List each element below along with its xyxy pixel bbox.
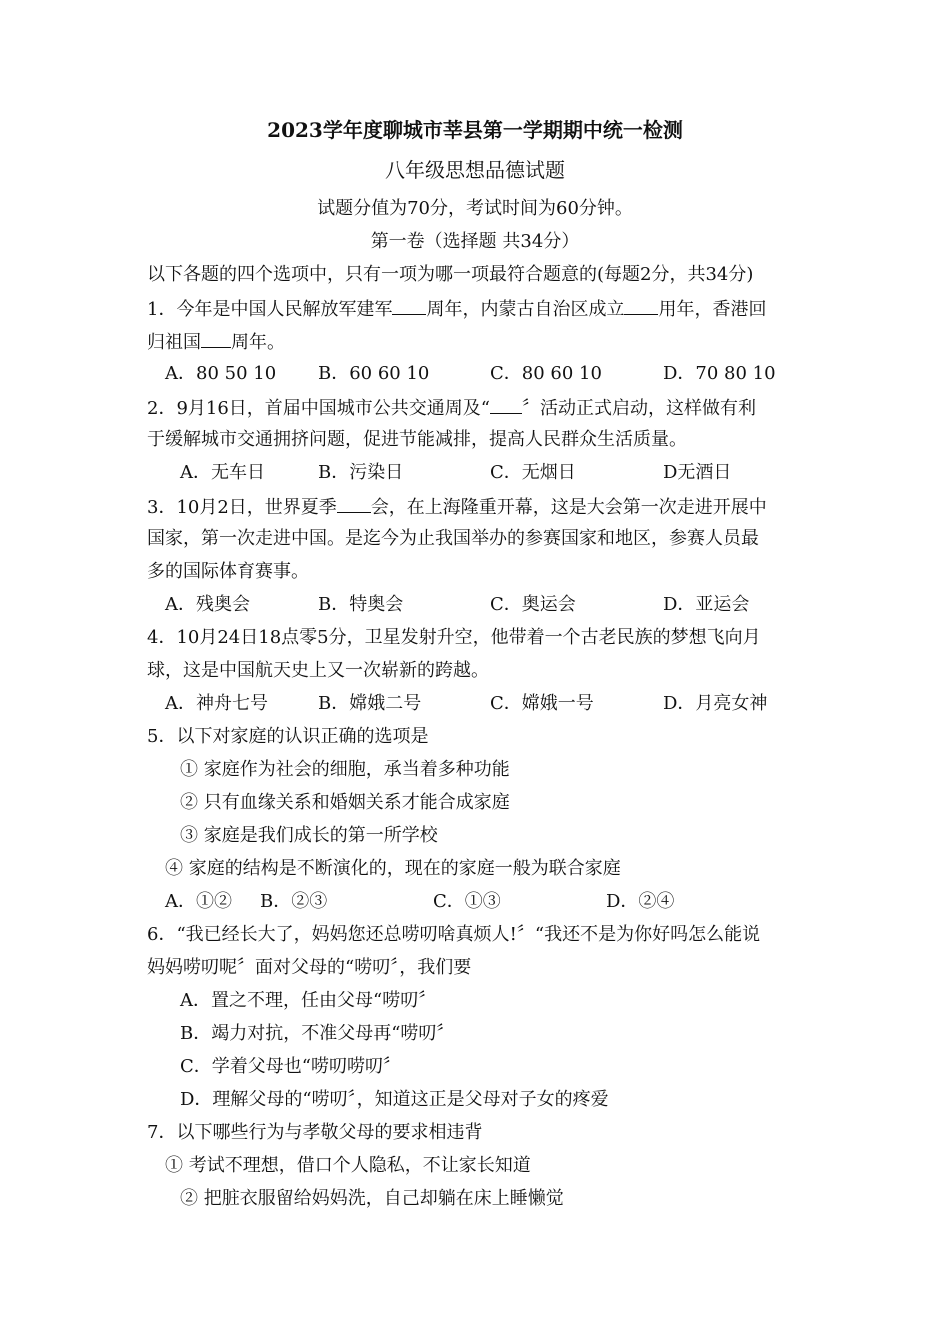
q5-item-4: ④ 家庭的结构是不断演化的，现在的家庭一般为联合家庭 xyxy=(165,858,621,879)
q3-option-b[interactable]: B．特奥会 xyxy=(318,594,404,615)
q5-option-d[interactable]: D．②④ xyxy=(606,891,675,912)
q2-option-b[interactable]: B．污染日 xyxy=(318,462,404,483)
q3-option-c[interactable]: C．奥运会 xyxy=(490,594,576,615)
exam-info: 试题分值为70分，考试时间为60分钟。 xyxy=(317,198,633,219)
q1-text-e: 周年。 xyxy=(231,332,285,353)
instructions: 以下各题的四个选项中，只有一项为哪一项最符合题意的(每题2分，共34分) xyxy=(147,264,754,285)
question-6-stem: 6．“我已经长大了，妈妈您还总唠叨啥真烦人!〞“我还不是为你好吗怎么能说 xyxy=(147,924,761,945)
question-7-stem: 7．以下哪些行为与孝敬父母的要求相违背 xyxy=(147,1122,483,1143)
exam-title: 2023学年度聊城市莘县第一学期期中统一检测 xyxy=(267,118,683,142)
q3-option-a[interactable]: A．残奥会 xyxy=(165,594,250,615)
q2-option-d[interactable]: D无酒日 xyxy=(663,462,732,483)
q2-blank xyxy=(490,395,522,414)
q2-text-b: 〞活动正式启动，这样做有利 xyxy=(522,398,757,419)
q3-text-a: 3．10月2日，世界夏季 xyxy=(147,497,337,518)
q5-option-b[interactable]: B．②③ xyxy=(260,891,328,912)
q5-option-c[interactable]: C．①③ xyxy=(433,891,501,912)
question-4-stem-line2: 球，这是中国航天史上又一次崭新的跨越。 xyxy=(147,660,489,681)
question-3-stem-line3: 多的国际体育赛事。 xyxy=(147,561,309,582)
q4-option-d[interactable]: D．月亮女神 xyxy=(663,693,768,714)
question-4-stem: 4．10月24日18点零5分，卫星发射升空，他带着一个古老民族的梦想飞向月 xyxy=(147,627,761,648)
q1-blank-3 xyxy=(201,329,231,348)
q1-text-c: 用年，香港回 xyxy=(658,299,767,320)
section-heading: 第一卷（选择题 共34分） xyxy=(370,231,580,252)
q5-item-2: ② 只有血缘关系和婚姻关系才能合成家庭 xyxy=(180,792,510,813)
question-1-options xyxy=(0,362,950,386)
q1-text-b: 周年，内蒙古自治区成立 xyxy=(426,299,625,320)
q3-text-b: 会，在上海隆重开幕，这是大会第一次走进开展中 xyxy=(370,497,767,518)
q4-option-a[interactable]: A．神舟七号 xyxy=(165,693,268,714)
q5-item-3: ③ 家庭是我们成长的第一所学校 xyxy=(180,825,438,846)
q6-option-c[interactable]: C．学着父母也“唠叨唠叨〞 xyxy=(180,1056,401,1077)
q4-option-b[interactable]: B．嫦娥二号 xyxy=(318,693,422,714)
question-3-stem-line2: 国家，第一次走进中国。是迄今为止我国举办的参赛国家和地区，参赛人员最 xyxy=(147,528,759,549)
q1-option-c[interactable]: C．80 60 10 xyxy=(490,363,602,384)
question-1-stem-line2 xyxy=(147,329,285,353)
question-3-options xyxy=(0,593,950,617)
question-2-stem-line2: 于缓解城市交通拥挤问题，促进节能减排，提高人民群众生活质量。 xyxy=(147,429,687,450)
q7-item-1: ① 考试不理想，借口个人隐私，不让家长知道 xyxy=(165,1155,531,1176)
q2-option-c[interactable]: C．无烟日 xyxy=(490,462,576,483)
q5-item-1: ① 家庭作为社会的细胞，承当着多种功能 xyxy=(180,759,510,780)
q6-option-a[interactable]: A．置之不理，任由父母“唠叨〞 xyxy=(180,990,437,1011)
q2-option-a[interactable]: A．无车日 xyxy=(180,462,265,483)
q7-item-2: ② 把脏衣服留给妈妈洗，自己却躺在床上睡懒觉 xyxy=(180,1188,564,1209)
q3-blank xyxy=(337,494,371,513)
question-1-stem xyxy=(147,296,766,320)
q4-option-c[interactable]: C．嫦娥一号 xyxy=(490,693,594,714)
question-4-options xyxy=(0,692,950,716)
q1-option-b[interactable]: B．60 60 10 xyxy=(318,363,430,384)
question-2-options xyxy=(0,461,950,485)
q6-option-d[interactable]: D．理解父母的“唠叨〞，知道这正是父母对子女的疼爱 xyxy=(180,1089,609,1110)
exam-subtitle: 八年级思想品德试题 xyxy=(385,158,565,182)
q1-blank-1 xyxy=(392,296,426,315)
q5-option-a[interactable]: A．①② xyxy=(165,891,232,912)
q1-text-d: 归祖国 xyxy=(147,332,201,353)
q6-option-b[interactable]: B．竭力对抗，不准父母再“唠叨〞 xyxy=(180,1023,455,1044)
q3-option-d[interactable]: D．亚运会 xyxy=(663,594,750,615)
question-5-options xyxy=(0,890,950,914)
question-6-stem-line2: 妈妈唠叨呢〞面对父母的“唠叨〞，我们要 xyxy=(147,957,472,978)
q1-blank-2 xyxy=(624,296,658,315)
q1-option-d[interactable]: D．70 80 10 xyxy=(663,363,776,384)
question-2-stem xyxy=(147,395,756,419)
q1-text-a: 1．今年是中国人民解放军建军 xyxy=(147,299,393,320)
question-3-stem xyxy=(147,494,767,518)
q2-text-a: 2．9月16日，首届中国城市公共交通周及“ xyxy=(147,398,491,419)
q1-option-a[interactable]: A．80 50 10 xyxy=(165,363,277,384)
question-5-stem: 5．以下对家庭的认识正确的选项是 xyxy=(147,726,429,747)
